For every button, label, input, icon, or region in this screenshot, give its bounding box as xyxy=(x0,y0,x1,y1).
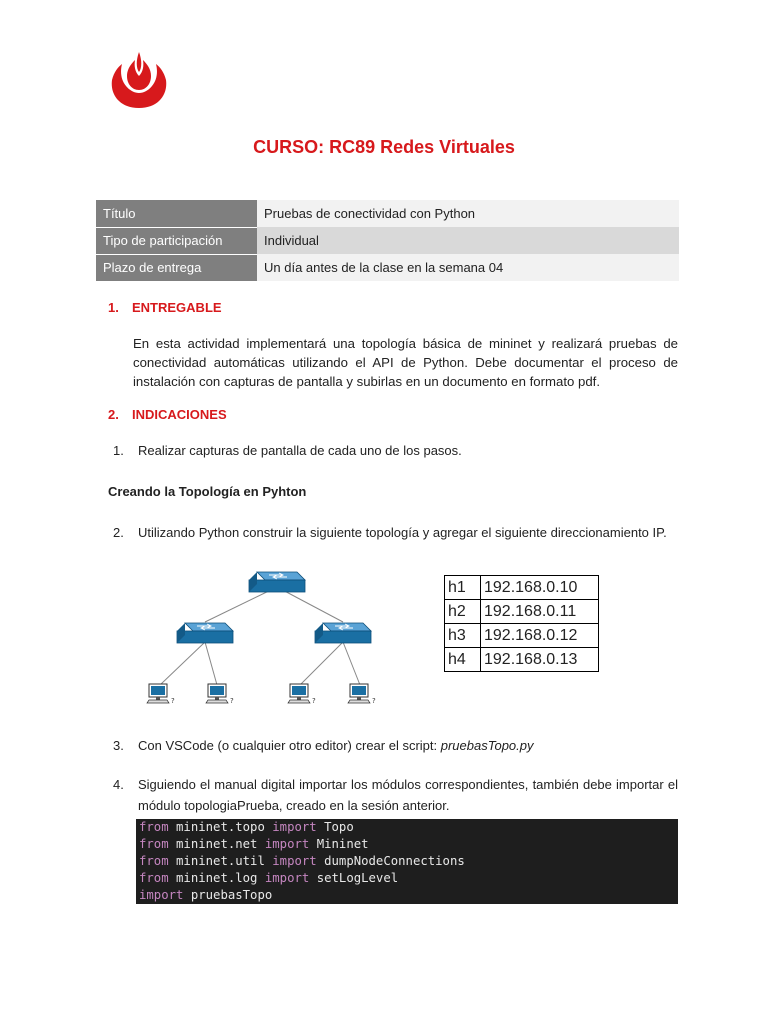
info-row-participation xyxy=(96,227,679,254)
network-switch-icon xyxy=(315,623,371,643)
host-ip: 192.168.0.11 xyxy=(481,600,599,624)
ip-addressing-table xyxy=(444,575,599,672)
step-1 xyxy=(113,440,678,461)
code-line xyxy=(139,870,675,887)
info-label: Plazo de entrega xyxy=(96,254,257,281)
code-line xyxy=(139,836,675,853)
network-topology-diagram: ? xyxy=(135,567,400,712)
ip-row xyxy=(445,648,599,672)
code-module: pruebasTopo xyxy=(183,888,273,902)
code-name: dumpNodeConnections xyxy=(316,854,465,868)
step-number: 4. xyxy=(113,777,124,792)
host-name: h1 xyxy=(445,576,481,600)
host-name: h4 xyxy=(445,648,481,672)
script-filename: pruebasTopo.py xyxy=(440,738,534,753)
host-name: h2 xyxy=(445,600,481,624)
network-switch-icon xyxy=(249,572,305,592)
step-number: 1. xyxy=(113,443,124,458)
code-name: Topo xyxy=(316,820,354,834)
code-keyword: import xyxy=(139,888,184,902)
network-switch-icon xyxy=(177,623,233,643)
step-4 xyxy=(113,774,678,816)
step-text: Utilizando Python construir la siguiente topología y agregar el siguiente direccionamiento IP. xyxy=(138,525,667,540)
ip-row xyxy=(445,624,599,648)
info-label: Título xyxy=(96,200,257,227)
code-module: mininet.topo xyxy=(168,820,273,834)
step-2 xyxy=(113,522,678,543)
computer-host-icon xyxy=(147,684,175,705)
code-keyword: import xyxy=(272,854,317,868)
code-name: Mininet xyxy=(309,837,369,851)
link-left-h2 xyxy=(205,642,217,685)
code-module: mininet.net xyxy=(168,837,265,851)
code-line xyxy=(139,819,675,836)
step-text: Siguiendo el manual digital importar los módulos correspondientes, también debe importar el módulo topologiaPrueba, creado en la sesión anterior. xyxy=(138,777,678,813)
step-3 xyxy=(113,735,678,756)
link-right-h4 xyxy=(343,642,360,685)
info-value: Individual xyxy=(257,227,679,254)
link-left-h1 xyxy=(160,642,205,685)
section-title: ENTREGABLE xyxy=(132,300,222,315)
section-heading-deliverable xyxy=(108,300,222,315)
code-keyword: from xyxy=(139,820,169,834)
code-line xyxy=(139,887,675,904)
section-number: 1. xyxy=(108,300,119,315)
host-name: h3 xyxy=(445,624,481,648)
section-heading-instructions xyxy=(108,407,227,422)
code-keyword: import xyxy=(264,871,310,885)
code-keyword: from xyxy=(139,871,169,885)
ip-row xyxy=(445,576,599,600)
step-number: 2. xyxy=(113,525,124,540)
code-keyword: from xyxy=(139,854,169,868)
code-keyword: from xyxy=(139,837,169,851)
step-text: Con VSCode (o cualquier otro editor) crear el script: xyxy=(138,738,441,753)
code-name: setLogLevel xyxy=(309,871,399,885)
code-line xyxy=(139,853,675,870)
course-title: CURSO: RC89 Redes Virtuales xyxy=(253,137,515,157)
info-label: Tipo de participación xyxy=(96,227,257,254)
code-module: mininet.util xyxy=(168,854,273,868)
host-ip: 192.168.0.13 xyxy=(481,648,599,672)
link-right-h3 xyxy=(300,642,343,685)
upc-flame-logo xyxy=(108,50,170,110)
code-block xyxy=(136,819,678,904)
code-keyword: import xyxy=(272,820,317,834)
host-ip: 192.168.0.12 xyxy=(481,624,599,648)
code-keyword: import xyxy=(264,837,310,851)
computer-host-icon xyxy=(288,684,316,705)
computer-host-icon xyxy=(348,684,376,705)
ip-row xyxy=(445,600,599,624)
computer-host-icon xyxy=(206,684,234,705)
host-ip: 192.168.0.10 xyxy=(481,576,599,600)
section-title: INDICACIONES xyxy=(132,407,227,422)
info-value: Un día antes de la clase en la semana 04 xyxy=(257,254,679,281)
info-row-title xyxy=(96,200,679,227)
deliverable-description: En esta actividad implementará una topología básica de mininet y realizará pruebas de conectividad automáticas utilizando el API de Python. Debe documentar el proceso de instalación con capturas de pantalla y subirlas en un documento en formato pdf. xyxy=(133,336,678,389)
info-value: Pruebas de conectividad con Python xyxy=(257,200,679,227)
subheading-topology: Creando la Topología en Pyhton xyxy=(108,484,307,499)
section-number: 2. xyxy=(108,407,119,422)
step-text: Realizar capturas de pantalla de cada uno de los pasos. xyxy=(138,443,462,458)
code-module: mininet.log xyxy=(168,871,265,885)
activity-info-table xyxy=(96,200,679,282)
info-row-deadline xyxy=(96,254,679,281)
step-number: 3. xyxy=(113,738,124,753)
